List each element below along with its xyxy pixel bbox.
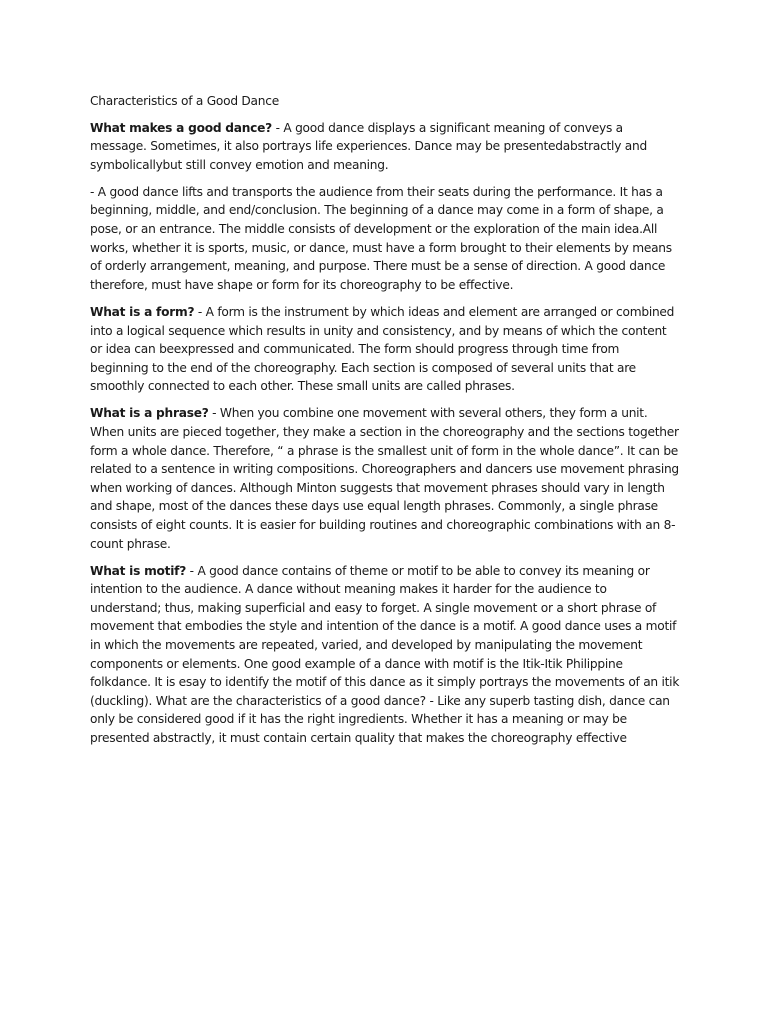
paragraph-form: [90, 303, 680, 396]
paragraph-text: - A good dance contains of theme or motif to be able to convey its meaning or intention to the audience. A dance without meaning makes it harder for the audience to understand; thus, making superficial and easy to forget. A single movement or a short phrase of movement that embodies the style and intention of the dance is a motif. A good dance uses a motif in which the movements are repeated, varied, and developed by manipulating the movement components or elements. One good example of a dance with motif is the Itik-Itik Philippine folkdance. It is esay to identify the motif of this dance as it simply portrays the movements of an itik (duckling). What are the characteristics of a good dance? - Like any superb tasting dish, dance can only be considered good if it has the right ingredients. Whether it has a meaning or may be presented abstractly, it must contain certain quality that makes the choreography effective: [90, 563, 680, 745]
paragraph-good-dance: [90, 119, 680, 175]
question-good-dance: What makes a good dance?: [90, 120, 272, 135]
question-form: What is a form?: [90, 304, 195, 319]
document-title: Characteristics of a Good Dance: [90, 94, 279, 108]
question-phrase: What is a phrase?: [90, 406, 209, 421]
paragraph-phrase: [90, 404, 680, 553]
document-page: [90, 92, 680, 756]
paragraph-text: - A good dance displays a significant meaning of conveys a message. Sometimes, it also portrays life experiences. Dance may be presentedabstractly and symbolicallybut still convey emotion and meaning.: [90, 120, 647, 172]
paragraph-text: - When you combine one movement with several others, they form a unit. When units are pieced together, they make a section in the choreography and the sections together form a whole dance. Therefore, “ a phrase is the smallest unit of form in the whole dance”. It can be related to a sentence in writing compositions. Choreographers and dancers use movement phrasing when working of dances. Although Minton suggests that movement phrases should vary in length and shape, most of the dances these days use equal length phrases. Commonly, a single phrase consists of eight counts. It is easier for building routines and choreographic combinations with an 8-count phrase.: [90, 406, 679, 551]
paragraph-lifts-audience: [90, 183, 680, 295]
question-motif: What is motif?: [90, 563, 187, 578]
paragraph-text: - A form is the instrument by which ideas and element are arranged or combined into a logical sequence which results in unity and consistency, and by means of which the content or idea can beexpressed and communicated. The form should progress through time from beginning to the end of the choreography. Each section is composed of several units that are smoothly connected to each other. These small units are called phrases.: [90, 304, 675, 394]
paragraph-motif: [90, 562, 680, 748]
paragraph-text: - A good dance lifts and transports the audience from their seats during the performance. It has a beginning, middle, and end/conclusion. The beginning of a dance may come in a form of shape, a pose, or an entrance. The middle consists of development or the exploration of the main idea.All works, whether it is sports, music, or dance, must have a form brought to their elements by means of orderly arrangement, meaning, and purpose. There must be a sense of direction. A good dance therefore, must have shape or form for its choreography to be effective.: [90, 184, 672, 292]
